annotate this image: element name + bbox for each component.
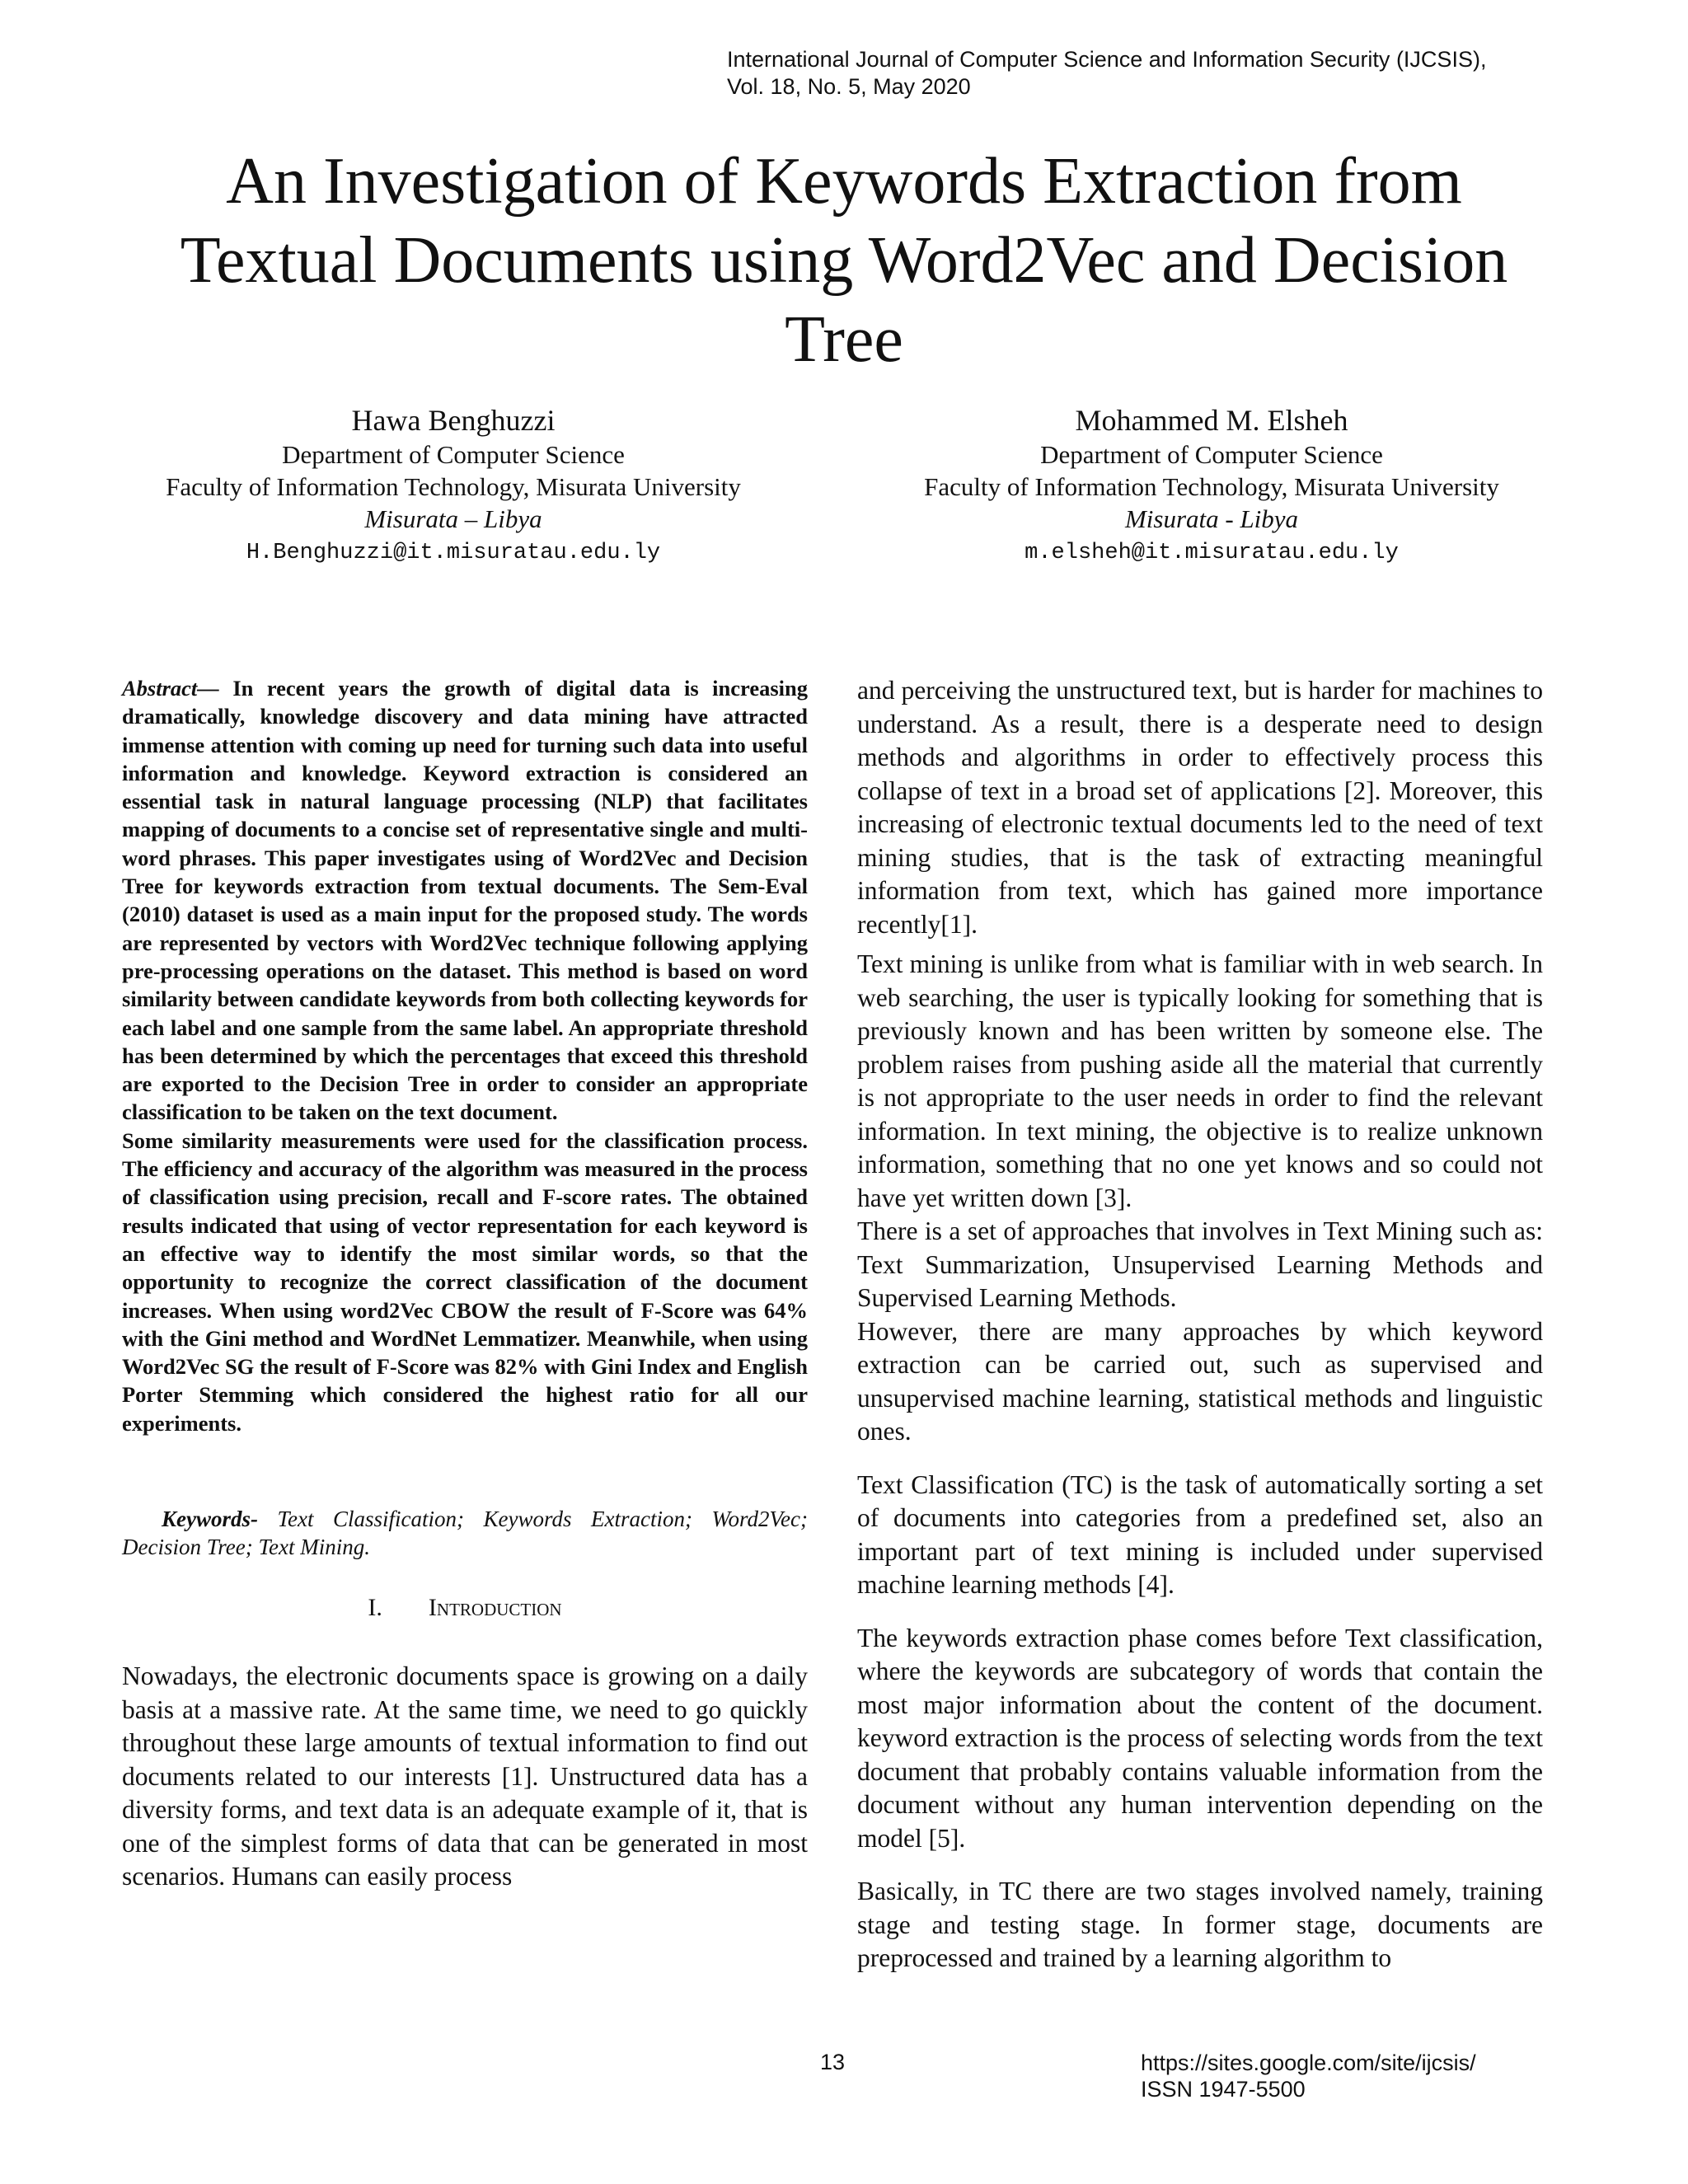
keywords-text: Text Classification; Keywords Extraction; Word2Vec; Decision Tree; Text Mining.	[122, 1507, 808, 1560]
author-block-2	[841, 402, 1582, 571]
abstract-paragraph-2: Some similarity measurements were used for the classification process. The efficiency and accuracy of the algorithm was measured in the process of classification using precision, recall and F-score rates. The obtained results indicated that using of vector representation for each keyword is an effective way to identify the most similar words, so that the opportunity to recognize the correct classification of the document increases. When using word2Vec CBOW the result of F-Score was 64% with the Gini method and WordNet Lemmatizer. Meanwhile, when using Word2Vec SG the result of F-Score was 82% with Gini Index and English Porter Stemming which considered the highest ratio for all our experiments.	[122, 1127, 808, 1436]
paper-title	[124, 142, 1564, 379]
intro-paragraph-1: Nowadays, the electronic documents space is growing on a daily basis at a massive rate. At the same time, we need to go quickly throughout these large amounts of textual information to find out documents related to our interests [1]. Unstructured data has a diversity forms, and text data is an adequate example of it, that is one of the simplest forms of data that can be generated in most scenarios. Humans can easily process	[122, 1661, 808, 1891]
title-line-2: Textual Documents using Word2Vec and Decision	[180, 224, 1508, 297]
author-faculty: Faculty of Information Technology, Misurata University	[166, 472, 741, 501]
author-faculty: Faculty of Information Technology, Misurata University	[924, 472, 1499, 501]
right-paragraph-6: The keywords extraction phase comes before Text classification, where the keywords are subcategory of words that contain the most major information about the content of the document. keyword extraction is the process of selecting words from the text document that probably contains valuable information from the document without any human intervention depending on the model [5].	[857, 1623, 1543, 1853]
left-column	[122, 674, 808, 1894]
keywords-label: Keywords-	[162, 1507, 258, 1532]
title-line-1: An Investigation of Keywords Extraction from	[226, 145, 1462, 218]
abstract-paragraph-1	[122, 674, 808, 1127]
journal-header	[727, 46, 1568, 101]
title-line-3: Tree	[785, 303, 903, 376]
section-number: I.	[368, 1594, 382, 1622]
right-paragraph-4: However, there are many approaches by which keyword extraction can be carried out, such as supervised and unsupervised machine learning, statistical methods and linguistic ones.	[857, 1316, 1543, 1446]
footer-info	[1141, 2050, 1476, 2102]
journal-volume: Vol. 18, No. 5, May 2020	[727, 74, 971, 99]
page-number: 13	[820, 2050, 846, 2074]
abstract-label: Abstract—	[122, 676, 219, 701]
author-location: Misurata - Libya	[1124, 504, 1299, 533]
author-name: Hawa Benghuzzi	[351, 404, 556, 437]
author-email[interactable]: m.elsheh@it.misuratau.edu.ly	[1025, 541, 1399, 565]
right-paragraph-3: There is a set of approaches that involves in Text Mining such as: Text Summarization, Unsupervised Learning Methods and Supervised Learning Methods.	[857, 1216, 1543, 1312]
right-paragraph-7: Basically, in TC there are two stages involved namely, training stage and testing stage. In former stage, documents are preprocessed and trained by a learning algorithm to	[857, 1877, 1543, 1972]
author-department: Department of Computer Science	[282, 440, 625, 469]
keywords	[122, 1505, 808, 1561]
right-paragraph-5: Text Classification (TC) is the task of automatically sorting a set of documents into categories from a predefined set, also an important part of text mining is included under supervised machine learning methods [4].	[857, 1469, 1543, 1599]
author-location: Misurata – Libya	[364, 504, 542, 533]
footer-issn: ISSN 1947-5500	[1141, 2077, 1306, 2102]
author-email[interactable]: H.Benghuzzi@it.misuratau.edu.ly	[246, 541, 661, 565]
right-paragraph-2: Text mining is unlike from what is familiar with in web search. In web searching, the user is typically looking for something that is previously known and has been written by someone else. The problem raises from pushing aside all the material that currently is not appropriate to the user needs in order to find the relevant information. In text mining, the objective is to realize unknown information, something that no one yet knows and so could not have yet written down [3].	[857, 949, 1543, 1212]
right-column	[857, 674, 1543, 1975]
right-paragraph-1: and perceiving the unstructured text, but is harder for machines to understand. As a result, there is a desperate need to design methods and algorithms in order to effectively process this collapse of text in a broad set of applications [2]. Moreover, this increasing of electronic textual documents led to the need of text mining studies, that is the task of extracting meaningful information from text, which has gained more importance recently[1].	[857, 676, 1543, 939]
section-heading-introduction	[122, 1592, 808, 1624]
abstract	[122, 674, 808, 1437]
journal-name: International Journal of Computer Science and Information Security (IJCSIS),	[727, 47, 1487, 72]
author-block-1	[82, 402, 824, 571]
section-title: Introduction	[428, 1594, 562, 1622]
abstract-text-1: In recent years the growth of digital data is increasing dramatically, knowledge discovery and data mining have attracted immense attention with coming up need for turning such data into useful information and knowledge. Keyword extraction is considered an essential task in natural language processing (NLP) that facilitates mapping of documents to a concise set of representative single and multi-word phrases. This paper investigates using of Word2Vec and Decision Tree for keywords extraction from textual documents. The Sem-Eval (2010) dataset is used as a main input for the proposed study. The words are represented by vectors with Word2Vec technique following applying pre-processing operations on the dataset. This method is based on word similarity between candidate keywords from both collecting keywords for each label and one sample from the same label. An appropriate threshold has been determined by which the percentages that exceed this threshold are exported to the Decision Tree in order to consider an appropriate classification to be taken on the text document.	[122, 676, 808, 1125]
author-name: Mohammed M. Elsheh	[1075, 404, 1348, 437]
author-department: Department of Computer Science	[1040, 440, 1383, 469]
footer-url[interactable]: https://sites.google.com/site/ijcsis/	[1141, 2050, 1476, 2075]
